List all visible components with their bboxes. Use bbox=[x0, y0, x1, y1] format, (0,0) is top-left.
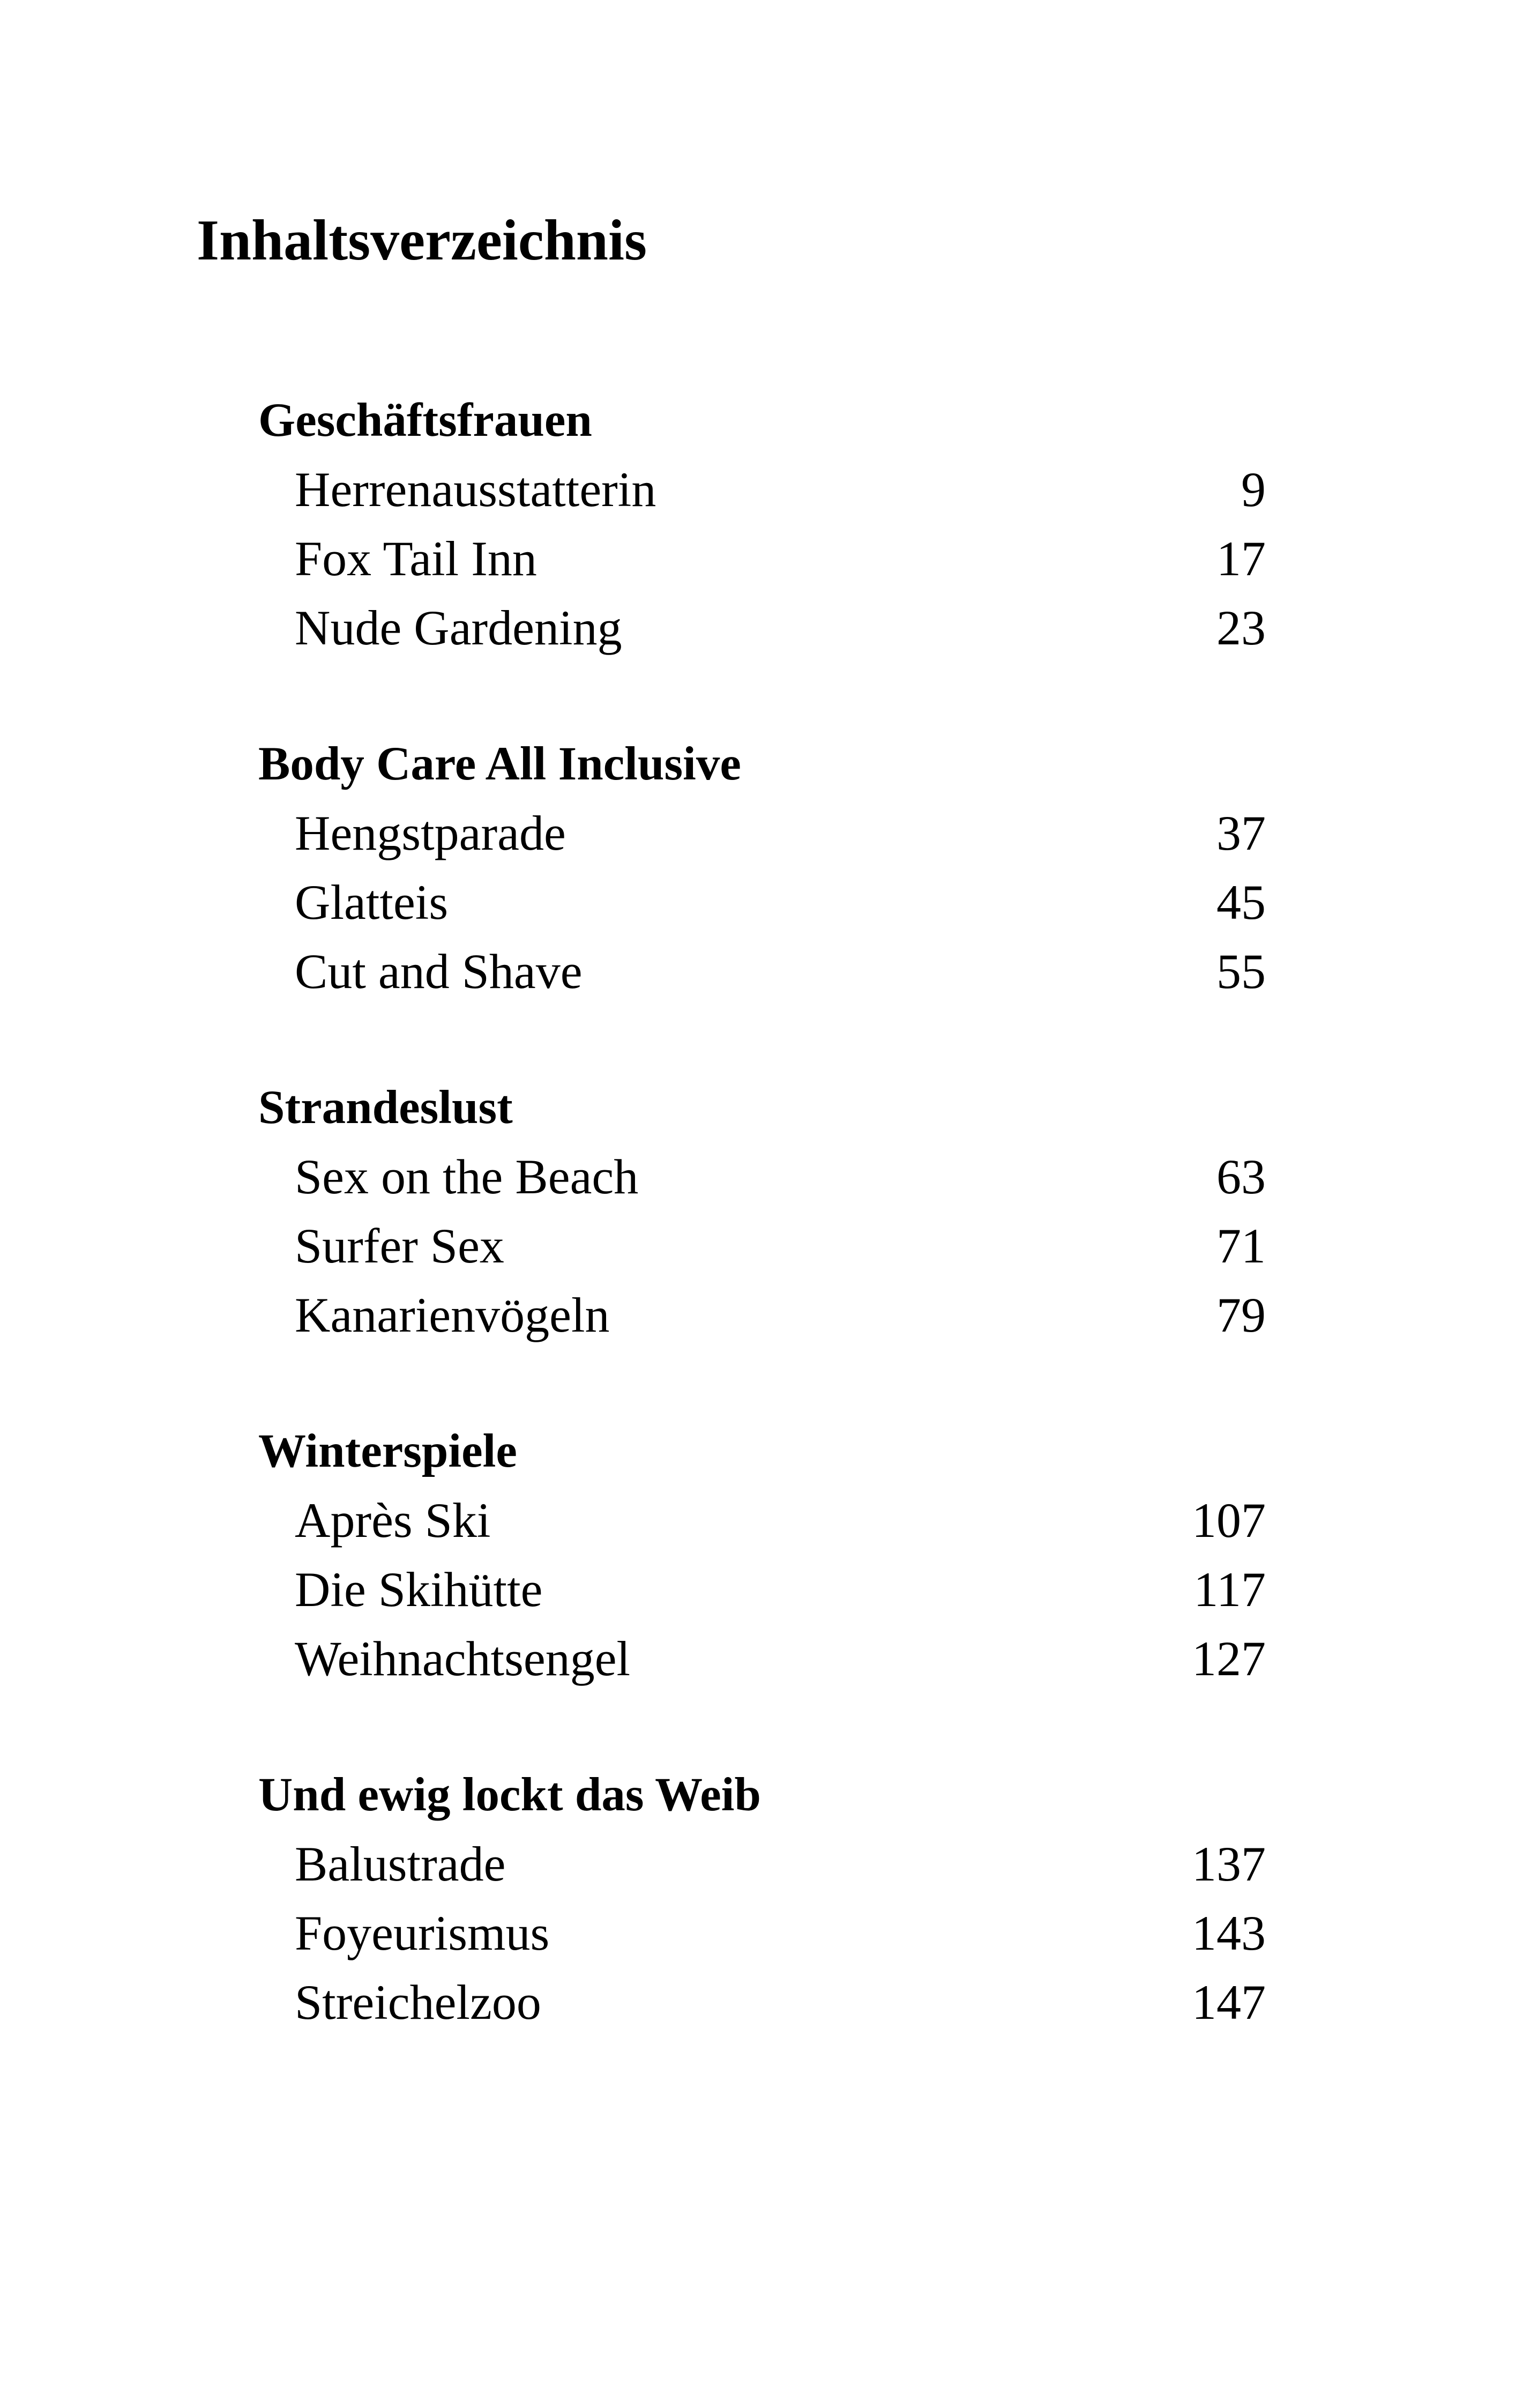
entry-page-number: 37 bbox=[1216, 806, 1266, 860]
toc-entry[interactable] bbox=[258, 1968, 1266, 2037]
section-heading: Body Care All Inclusive bbox=[258, 738, 741, 790]
entry-page-number: 45 bbox=[1216, 875, 1266, 930]
entry-page-number: 143 bbox=[1192, 1906, 1266, 1960]
entry-title: Après Ski bbox=[295, 1493, 491, 1548]
toc-section bbox=[258, 1760, 1266, 2037]
entry-page-number: 63 bbox=[1216, 1149, 1266, 1204]
entry-title: Fox Tail Inn bbox=[295, 531, 537, 586]
toc-entry[interactable] bbox=[258, 1142, 1266, 1212]
entry-title: Cut and Shave bbox=[295, 944, 583, 999]
entry-page-number: 79 bbox=[1216, 1288, 1266, 1342]
entry-title: Hengstparade bbox=[295, 806, 566, 860]
section-heading: Geschäftsfrauen bbox=[258, 394, 592, 447]
entry-page-number: 127 bbox=[1192, 1631, 1266, 1686]
entry-title: Nude Gardening bbox=[295, 600, 622, 655]
entry-page-number: 137 bbox=[1192, 1837, 1266, 1891]
toc-entry[interactable] bbox=[258, 1486, 1266, 1555]
toc-entry[interactable] bbox=[258, 1624, 1266, 1693]
entry-page-number: 107 bbox=[1192, 1493, 1266, 1548]
toc-section bbox=[258, 730, 1266, 1006]
entry-page-number: 23 bbox=[1216, 600, 1266, 655]
entry-title: Herrenausstatterin bbox=[295, 462, 656, 517]
toc-section bbox=[258, 386, 1266, 663]
entry-title: Sex on the Beach bbox=[295, 1149, 639, 1204]
toc-section bbox=[258, 1417, 1266, 1693]
entry-title: Die Skihütte bbox=[295, 1562, 543, 1617]
entry-title: Glatteis bbox=[295, 875, 449, 930]
entry-title: Balustrade bbox=[295, 1837, 506, 1891]
entry-title: Kanarienvögeln bbox=[295, 1288, 610, 1342]
toc-entry[interactable] bbox=[258, 1212, 1266, 1281]
toc-entry[interactable] bbox=[258, 593, 1266, 663]
entry-page-number: 117 bbox=[1193, 1562, 1266, 1617]
entry-page-number: 147 bbox=[1192, 1975, 1266, 2030]
toc-entry[interactable] bbox=[258, 524, 1266, 593]
entry-page-number: 17 bbox=[1216, 531, 1266, 586]
entry-page-number: 55 bbox=[1216, 944, 1266, 999]
toc-entry[interactable] bbox=[258, 937, 1266, 1006]
entry-title: Streichelzoo bbox=[295, 1975, 541, 2030]
toc-section bbox=[258, 1073, 1266, 1350]
toc-entry[interactable] bbox=[258, 1830, 1266, 1899]
entry-page-number: 9 bbox=[1241, 462, 1266, 517]
toc-entry[interactable] bbox=[258, 1281, 1266, 1350]
page-title: Inhaltsverzeichnis bbox=[197, 209, 647, 272]
table-of-contents bbox=[258, 386, 1266, 2104]
entry-title: Surfer Sex bbox=[295, 1218, 504, 1273]
toc-entry[interactable] bbox=[258, 799, 1266, 868]
section-heading: Und ewig lockt das Weib bbox=[258, 1768, 761, 1821]
section-heading: Strandeslust bbox=[258, 1081, 513, 1134]
section-heading: Winterspiele bbox=[258, 1425, 517, 1477]
entry-title: Foyeurismus bbox=[295, 1906, 550, 1960]
toc-entry[interactable] bbox=[258, 1555, 1266, 1624]
toc-entry[interactable] bbox=[258, 1899, 1266, 1968]
entry-page-number: 71 bbox=[1216, 1218, 1266, 1273]
entry-title: Weihnachtsengel bbox=[295, 1631, 631, 1686]
toc-entry[interactable] bbox=[258, 868, 1266, 937]
toc-entry[interactable] bbox=[258, 455, 1266, 524]
